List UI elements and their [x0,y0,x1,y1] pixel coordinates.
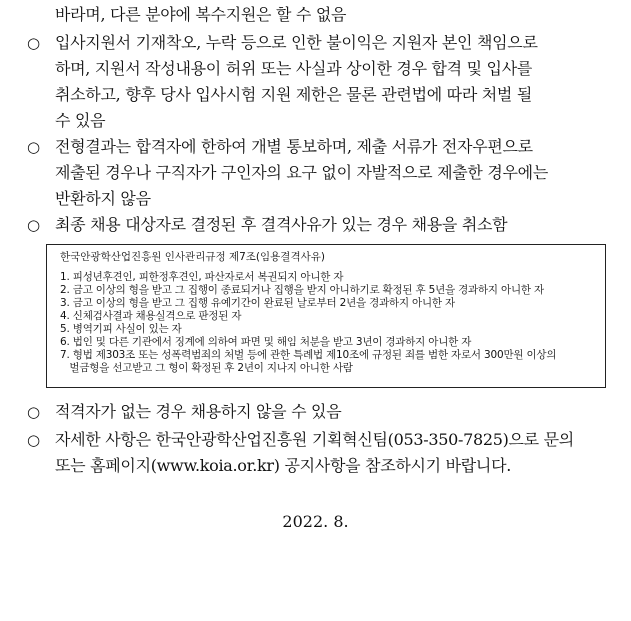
regulation-title: 한국안광학산업진흥원 인사관리규정 제7조(임용결격사유) [60,251,325,263]
bullet-icon: ○ [27,138,41,156]
notice-line: 반환하지 않음 [55,189,151,208]
regulation-item: 6. 법인 및 다른 기관에서 징계에 의하여 파면 및 해임 처분을 받고 3년이 경과하지 아니한 자 [60,336,472,348]
bullet-icon: ○ [27,34,41,52]
regulation-item: 4. 신체검사결과 채용실격으로 판정된 자 [60,310,242,322]
notice-line: 취소하고, 향후 당사 입사시험 지원 제한은 물론 관련법에 따라 처벌 될 [55,85,533,104]
notice-line: 입사지원서 기재착오, 누락 등으로 인한 불이익은 지원자 본인 책임으로 [55,33,538,52]
bullet-icon: ○ [27,403,41,421]
regulation-item: 5. 병역기피 사실이 있는 자 [60,323,182,335]
regulation-item: 3. 금고 이상의 형을 받고 그 집행 유예기간이 완료된 날로부터 2년을 경과하지 아니한 자 [60,297,455,309]
notice-line: 수 있음 [55,111,106,130]
regulation-item: 7. 형법 제303조 또는 성폭력범죄의 처벌 등에 관한 특례법 제10조에 규정된 죄를 범한 자로서 300만원 이상의 [60,349,557,361]
regulation-item: 2. 금고 이상의 형을 받고 그 집행이 종료되거나 집행을 받지 아니하기로 확정된 후 5년을 경과하지 아니한 자 [60,284,544,296]
notice-line: 제출된 경우나 구직자가 구인자의 요구 없이 자발적으로 제출한 경우에는 [55,163,548,182]
notice-line: 자세한 사항은 한국안광학산업진흥원 기획혁신팀(053-350-7825)으로 문의 [55,430,574,449]
continuation-line: 바라며, 다른 분야에 복수지원은 할 수 없음 [55,5,347,24]
bullet-icon: ○ [27,216,41,234]
document-date: 2022. 8. [282,512,349,531]
notice-line: 또는 홈페이지(www.koia.or.kr) 공지사항을 참조하시기 바랍니다. [55,456,512,475]
regulation-item: 벌금형을 선고받고 그 형이 확정된 후 2년이 지나지 아니한 사람 [60,362,353,374]
notice-line: 최종 채용 대상자로 결정된 후 결격사유가 있는 경우 채용을 취소함 [55,215,508,234]
notice-line: 하며, 지원서 작성내용이 허위 또는 사실과 상이한 경우 합격 및 입사를 [55,59,533,78]
regulation-box [46,244,606,388]
bullet-icon: ○ [27,431,41,449]
notice-line: 전형결과는 합격자에 한하여 개별 통보하며, 제출 서류가 전자우편으로 [55,137,533,156]
notice-line: 적격자가 없는 경우 채용하지 않을 수 있음 [55,402,342,421]
regulation-item: 1. 피성년후견인, 피한정후견인, 파산자로서 복권되지 아니한 자 [60,271,344,283]
